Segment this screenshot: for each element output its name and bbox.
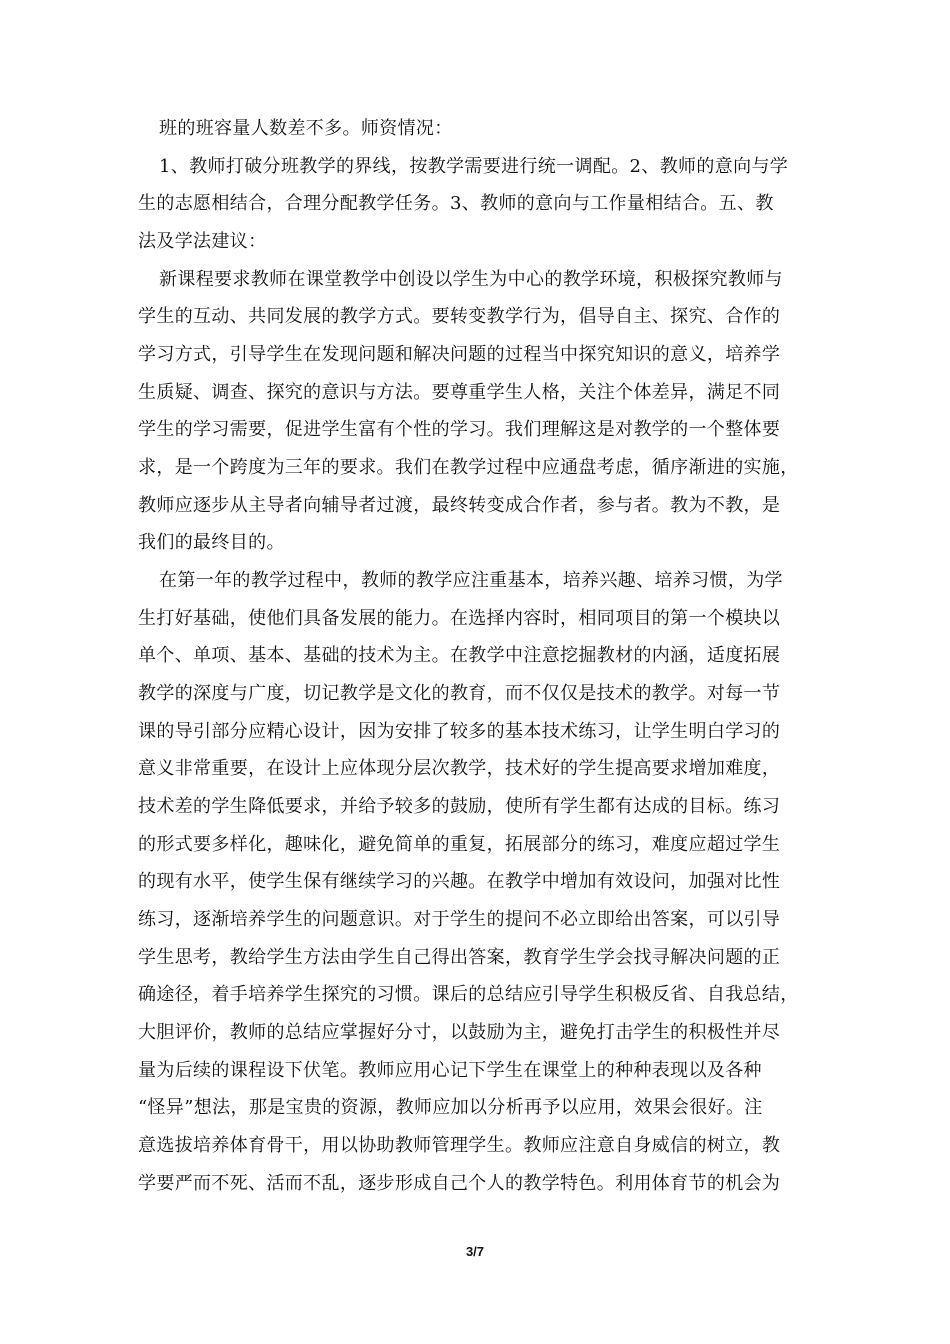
text-line-12: 我们的最终目的。: [138, 532, 285, 553]
text-line-7: 学习方式，引导学生在发现问题和解决问题的过程当中探究知识的意义，培养学: [138, 344, 781, 365]
text-line-9: 学生的学习需要，促进学生富有个性的学习。我们理解这是对教学的一个整体要: [138, 419, 781, 440]
text-line-29: 学要严而不死、活而不乱，逐步形成自己个人的教学特色。利用体育节的机会为: [138, 1173, 781, 1194]
text-line-17: 课的导引部分应精心设计，因为安排了较多的基本技术练习，让学生明白学习的: [138, 721, 781, 742]
text-line-6: 学生的互动、共同发展的教学方式。要转变教学行为，倡导自主、探究、合作的: [138, 306, 781, 327]
text-line-16: 教学的深度与广度，切记教学是文化的教育，而不仅仅是技术的教学。对每一节: [138, 683, 781, 704]
text-line-25: 大胆评价，教师的总结应掌握好分寸，以鼓励为主，避免打击学生的积极性并尽: [138, 1022, 781, 1043]
text-line-15: 单个、单项、基本、基础的技术为主。在教学中注意挖掘教材的内涵，适度拓展: [138, 645, 781, 666]
text-line-10: 求，是一个跨度为三年的要求。我们在教学过程中应通盘考虑，循序渐进的实施，: [138, 457, 799, 478]
text-line-28: 意选拔培养体育骨干，用以协助教师管理学生。教师应注意自身威信的树立，教: [138, 1135, 781, 1156]
text-line-24: 确途径，着手培养学生探究的习惯。课后的总结应引导学生积极反省、自我总结，: [138, 984, 799, 1005]
text-line-4: 法及学法建议：: [138, 231, 267, 252]
text-line-20: 的形式要多样化，趣味化，避免简单的重复，拓展部分的练习，难度应超过学生: [138, 834, 781, 855]
text-line-2: 1、教师打破分班教学的界线，按教学需要进行统一调配。2、教师的意向与学: [159, 156, 789, 177]
text-line-3: 生的志愿相结合，合理分配教学任务。3、教师的意向与工作量相结合。五、教: [138, 193, 774, 214]
page-number: 3/7: [465, 1244, 485, 1259]
text-line-27: “怪异”想法，那是宝贵的资源，教师应加以分析再予以应用，效果会很好。注: [138, 1097, 763, 1118]
text-line-8: 生质疑、调查、探究的意识与方法。要尊重学生人格，关注个体差异，满足不同: [138, 382, 781, 403]
text-line-1: 班的班容量人数差不多。师资情况：: [159, 118, 453, 139]
text-line-19: 技术差的学生降低要求，并给予较多的鼓励，使所有学生都有达成的目标。练习: [138, 796, 781, 817]
text-line-22: 练习，逐渐培养学生的问题意识。对于学生的提问不必立即给出答案，可以引导: [138, 909, 781, 930]
text-line-26: 量为后续的课程设下伏笔。教师应用心记下学生在课堂上的种种表现以及各种: [138, 1060, 762, 1081]
text-line-5: 新课程要求教师在课堂教学中创设以学生为中心的教学环境，积极探究教师与: [159, 269, 783, 290]
text-line-11: 教师应逐步从主导者向辅导者过渡，最终转变成合作者，参与者。教为不教，是: [138, 495, 781, 516]
text-line-14: 生打好基础，使他们具备发展的能力。在选择内容时，相同项目的第一个模块以: [138, 608, 781, 629]
text-line-13: 在第一年的教学过程中，教师的教学应注重基本，培养兴趣、培养习惯，为学: [159, 570, 783, 591]
text-line-18: 意义非常重要，在设计上应体现分层次教学，技术好的学生提高要求增加难度，: [138, 758, 781, 779]
text-line-23: 学生思考，教给学生方法由学生自己得出答案，教育学生学会找寻解决问题的正: [138, 947, 781, 968]
text-line-21: 的现有水平，使学生保有继续学习的兴趣。在教学中增加有效设问，加强对比性: [138, 871, 781, 892]
